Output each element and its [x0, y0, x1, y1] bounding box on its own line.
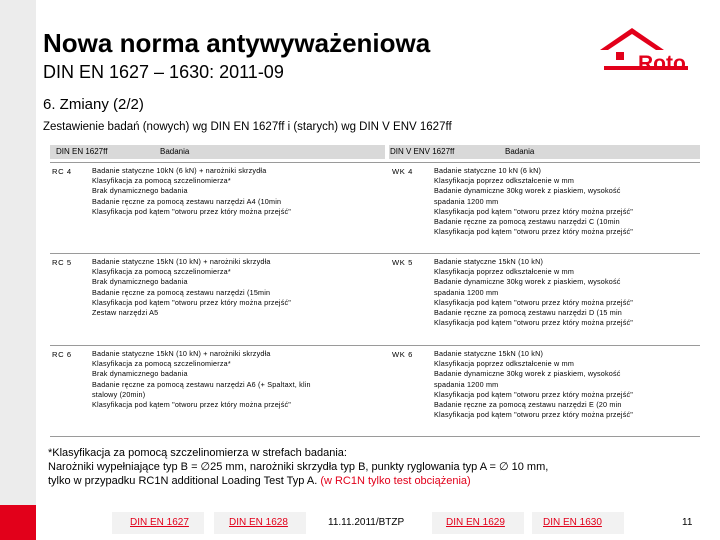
old-test-description: Badanie statyczne 15kN (10 kN) Klasyfikacja poprzez odkształcenie w mm Badanie dynamiczne 30kg worek z piaskiem, wysokość spadania 1200 mm Klasyfikacja pod kątem "otworu przez który można przejść" Badanie ręczne za pomocą zestawu narzędzi D (15 min Klasyfikacja pod kątem "otworu przez który można przejść"	[434, 257, 634, 328]
table-header-right	[389, 145, 700, 159]
table-row	[50, 162, 700, 251]
footnote-line-1: *Klasyfikacja za pomocą szczelinomierza w strefach badania:	[48, 447, 347, 459]
footnote-line-3-note: (w RC1N tylko test obciążenia)	[320, 475, 471, 487]
new-test-description: Badanie statyczne 15kN (10 kN) + narożniki skrzydła Klasyfikacja za pomocą szczelinomierza* Brak dynamicznego badania Badanie ręczne za pomocą zestawu narzędzi (15min Klasyfikacja pod kątem "otworu przez który można przejść" Zestaw narzędzi A5	[92, 257, 292, 318]
header-badania-right: Badania	[505, 147, 535, 156]
footnote-line-3-text: tylko w przypadku RC1N additional Loading Test Typ A.	[48, 475, 321, 487]
footer-link-din-en-1627[interactable]: DIN EN 1627	[130, 517, 189, 528]
footer-link-din-en-1630[interactable]: DIN EN 1630	[543, 517, 602, 528]
footnote-line-3	[48, 474, 548, 488]
new-class-code: RC 5	[52, 258, 72, 267]
new-class-code: RC 4	[52, 167, 72, 176]
footnote-line-2: Narożniki wypełniające typ B = ∅25 mm, narożniki skrzydła typ B, punkty ryglowania typ A = ∅ 10 mm,	[48, 461, 549, 473]
table-row	[50, 253, 700, 342]
page-title: Nowa norma antywyważeniowa	[43, 28, 431, 58]
page-subtitle: DIN EN 1627 – 1630: 2011-09	[43, 62, 284, 82]
header-din-en: DIN EN 1627ff	[56, 147, 108, 156]
header-badania-left: Badania	[160, 147, 190, 156]
page-number: 11	[682, 517, 693, 528]
footer-link-din-en-1629[interactable]: DIN EN 1629	[446, 517, 505, 528]
left-accent-bar	[0, 0, 36, 540]
left-accent-red-block	[0, 505, 36, 540]
old-test-description: Badanie statyczne 15kN (10 kN) Klasyfikacja poprzez odkształcenie w mm Badanie dynamiczne 30kg worek z piaskiem, wysokość spadania 1200 mm Klasyfikacja pod kątem "otworu przez który można przejść" Badanie ręczne za pomocą zestawu narzędzi E (20 min Klasyfikacja pod kątem "otworu przez który można przejść"	[434, 349, 634, 420]
footer-link-din-en-1628[interactable]: DIN EN 1628	[229, 517, 288, 528]
old-class-code: WK 6	[392, 350, 413, 359]
old-class-code: WK 4	[392, 167, 413, 176]
old-test-description: Badanie statyczne 10 kN (6 kN) Klasyfikacja poprzez odkształcenie w mm Badanie dynamiczne 30kg worek z piaskiem, wysokość spadania 1200 mm Klasyfikacja pod kątem "otworu przez który można przejść" Badanie ręczne za pomocą zestawu narzędzi C (10min Klasyfikacja pod kątem "otworu przez który można przejść"	[434, 166, 634, 237]
table-row	[50, 345, 700, 437]
logo-wordmark: Roto	[638, 52, 686, 75]
new-test-description: Badanie statyczne 15kN (10 kN) + narożniki skrzydła Klasyfikacja za pomocą szczelinomierza* Brak dynamicznego badania Badanie ręczne za pomocą zestawu narzędzi A6 (+ Spaltaxt, klin stalowy (20min) Klasyfikacja pod kątem "otworu przez który można przejść"	[92, 349, 311, 410]
footer-date: 11.11.2011/BTZP	[328, 517, 405, 528]
new-test-description: Badanie statyczne 10kN (6 kN) + narożniki skrzydła Klasyfikacja za pomocą szczelinomierza* Brak dynamicznego badania Badanie ręczne za pomocą zestawu narzędzi A4 (10min Klasyfikacja pod kątem "otworu przez który można przejść"	[92, 166, 292, 216]
new-class-code: RC 6	[52, 350, 72, 359]
table-header-left	[50, 145, 385, 159]
intro-text: Zestawienie badań (nowych) wg DIN EN 1627ff i (starych) wg DIN V ENV 1627ff	[43, 121, 452, 133]
section-title: 6. Zmiany (2/2)	[43, 96, 144, 113]
old-class-code: WK 5	[392, 258, 413, 267]
header-din-v-env: DIN V ENV 1627ff	[390, 147, 455, 156]
footnote	[48, 446, 548, 488]
